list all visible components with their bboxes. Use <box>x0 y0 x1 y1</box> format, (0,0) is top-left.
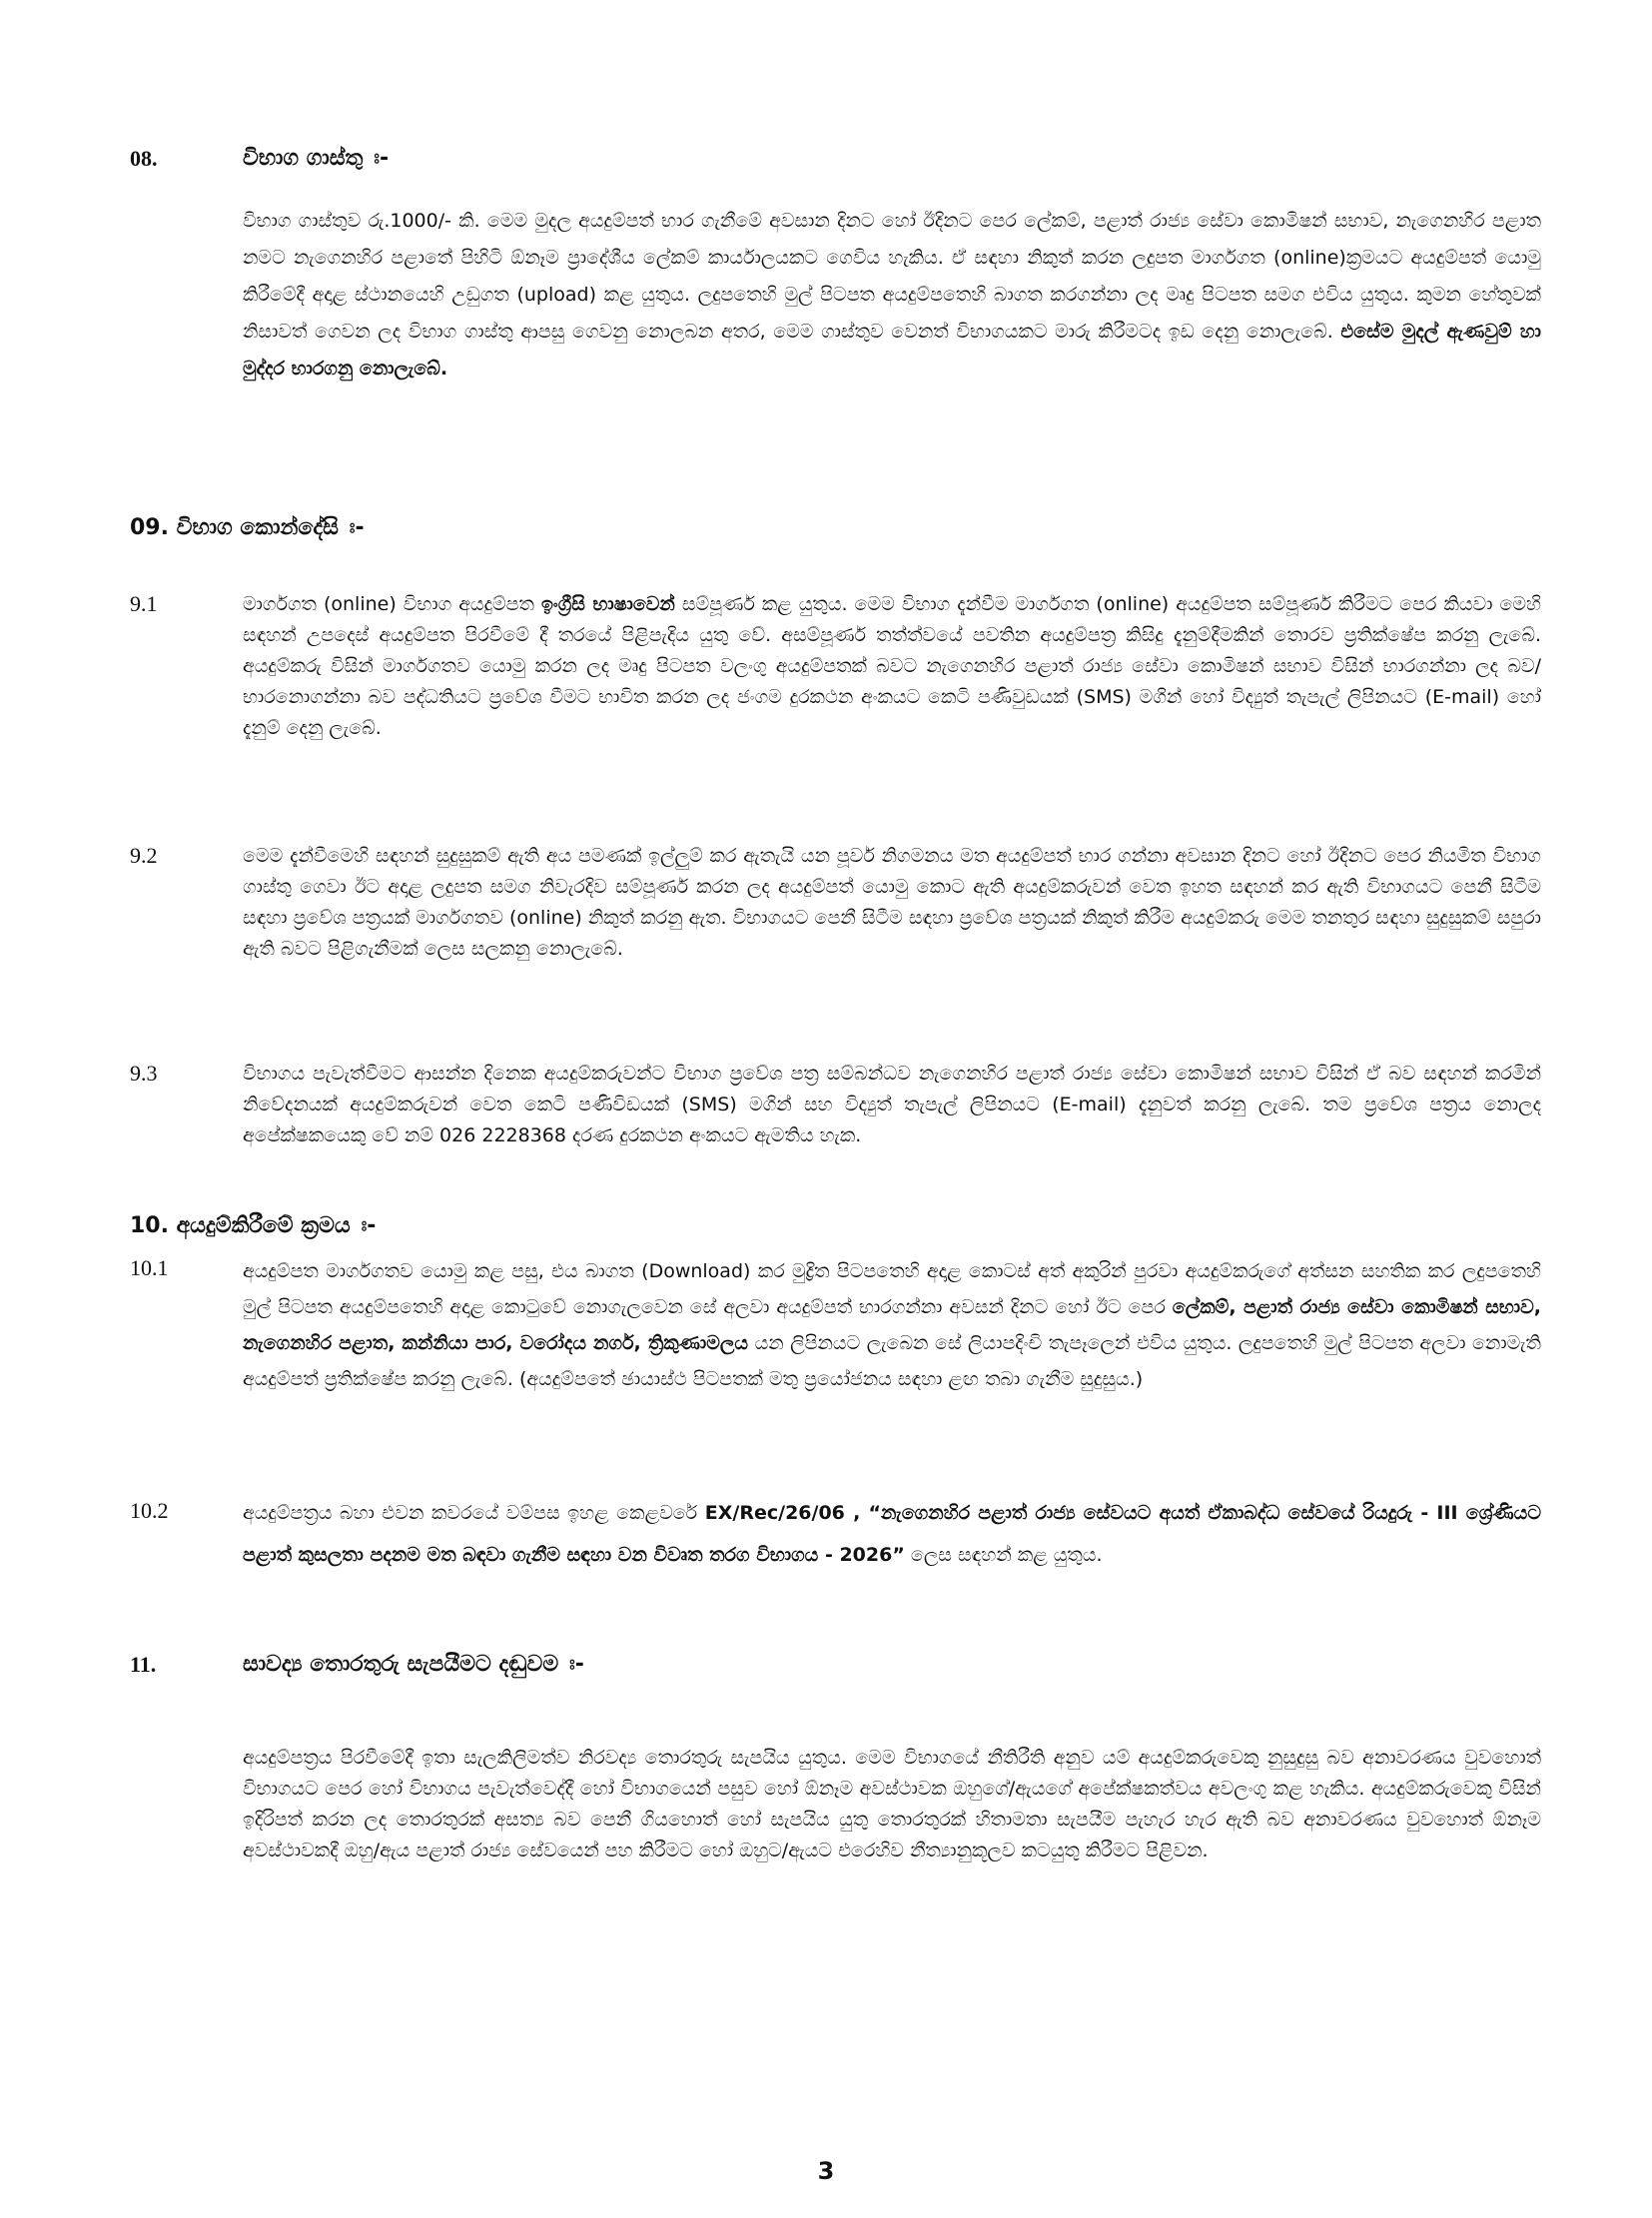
item-9-1-number: 9.1 <box>130 591 158 616</box>
item-10-1-text-b: යන ලිපිනයට ලැබෙන සේ ලියාපදිංචි තැපෑලෙන් එවිය යුතුය. ලදුපතෙහි මුල් පිටපත අලවා නොමැති අයදුම්පත් ප්‍රතික්ෂේප කරනු ලැබේ. (අයදුම්පතේ ඡායාස්ථ පිටපතක් මතු ප්‍රයෝජනය සඳහා ළඟ තබා ගැනීම සුදුසුය.) <box>243 1332 1541 1390</box>
item-10-2-body <box>243 1492 1541 1576</box>
section-08-body <box>243 203 1541 387</box>
item-10-1-body <box>243 1253 1541 1397</box>
item-10-1-text-a: අයදුම්පත මාර්ගගතව යොමු කළ පසු, එය බාගත (Download) කර මුද්‍රිත පිටපතෙහි අදාළ කොටස් අත් අකුරින් පුරවා අයදුම්කරුගේ අත්සන සහතික කර ලදුපතෙහි මුල් පිටපත අයදුම්පතෙහි අදාළ කොටුවේ නොගැලවෙන සේ අලවා අයදුම්පත් භාරගන්නා අවසන් දිනට හෝ ඊට පෙර <box>243 1260 1541 1318</box>
section-08-text-bold: එසේම මුදල් ඇණවුම් හා මුද්දර භාරගනු නොලැබේ. <box>243 321 1541 379</box>
section-09-title: 09. විභාග කොන්දේසි ඃ- <box>130 515 365 540</box>
item-10-1-text-bold: ලේකම්, පළාත් රාජ්‍ය සේවා කොමිෂන් සභාව, නැගෙනහිර පළාත, කන්නියා පාර, වරෝදය නගර්, ත්‍රිකුණාමලය <box>243 1296 1541 1354</box>
item-9-1-body <box>243 589 1541 744</box>
section-08-text: විභාග ගාස්තුව රු.1000/- කි. මෙම මුදල අයදුම්පත් භාර ගැනීමේ අවසාන දිනට හෝ ඊදිනට පෙර ලේකම්, පළාත් රාජ්‍ය සේවා කොමිෂන් සභාව, නැගෙනහිර පළාත නමට නැගෙනහිර පළාතේ පිහිටි ඕනෑම ප්‍රාදේශීය ලේකම් කාර්යාලයකට ගෙවිය හැකිය. ඒ සඳහා නිකුත් කරන ලදුපත මාර්ගගත (online)ක්‍රමයට අයදුම්පත් යොමු කිරීමේදී අදාළ ස්ථානයෙහි උඩුගත (upload) කළ යුතුය. ලදුපතෙහි මුල් පිටපත අයදුම්පතෙහි බාගත කරගන්නා ලද මෘදු පිටපත සමග එවිය යුතුය. කුමන හේතුවක් නිසාවත් ගෙවන ලද විභාග ගාස්තු ආපසු ගෙවනු නොලබන අතර, මෙම ගාස්තුව වෙනත් විභාගයකට මාරු කිරීමටද ඉඩ දෙනු නොලැබේ. <box>243 210 1541 343</box>
section-11-title: සාවද්‍ය තොරතුරු සැපයීමට දඬුවම ඃ- <box>243 1652 584 1677</box>
item-9-2-body: මෙම දැන්වීමෙහි සඳහන් සුදුසුකම් ඇති අය පමණක් ඉල්ලුම් කර ඇතැයි යන පූර්ව නිගමනය මත අයදුම්පත් භාර ගන්නා අවසාන දිනට හෝ ඊදිනට පෙර නියමිත විභාග ගාස්තු ගෙවා ඊට අදාළ ලදුපත සමග නිවැරදිව සම්පූර්ණ කරන ලද අයදුම්පත් යොමු කොට ඇති අයදුම්කරුවන් වෙත ඉහත සඳහන් කර ඇති විභාගයට පෙනී සිටීම සඳහා ප්‍රවේශ පත්‍රයක් මාර්ගගතව (online) නිකුත් කරනු ඇත. විභාගයට පෙනී සිටීම සඳහා ප්‍රවේශ පත්‍රයක් නිකුත් කිරීම අයදුම්කරු මෙම තනතුර සඳහා සුදුසුකම් සපුරා ඇති බවට පිළිගැනීමක් ලෙස සලකනු නොලැබේ. <box>243 845 1541 960</box>
item-9-3-number: 9.3 <box>130 1061 158 1086</box>
section-10-title: 10. අයදුම්කිරීමේ ක්‍රමය ඃ- <box>130 1213 377 1238</box>
item-10-2-number: 10.2 <box>130 1498 169 1523</box>
item-10-2-text-b: ලෙස සඳහන් කළ යුතුය. <box>910 1544 1103 1566</box>
item-9-3-body: විභාගය පැවැත්වීමට ආසන්න දිනෙක අයදුම්කරුවන්ට විභාග ප්‍රවේශ පත්‍ර සම්බන්ධව නැගෙනහිර පළාත් රාජ්‍ය සේවා කොමිෂන් සභාව විසින් ඒ බව සඳහන් කරමින් නිවේදනයක් අයදුම්කරුවන් වෙත කෙටි පණිවිඩයක් (SMS) මගින් සහ විද්‍යුත් තැපැල් ලිපිනයට (E-mail) දැනුවත් කරනු ලැබේ. තම ප්‍රවේශ පත්‍රය නොලද අපේක්ෂකයෙකු වේ නම් 026 2228368 දරණ දුරකථන අංකයට ඇමතිය හැක. <box>243 1063 1541 1146</box>
item-9-1-text-a: මාර්ගගත (online) විභාග අයදුම්පත <box>243 593 534 615</box>
section-08-number: 08. <box>130 146 158 171</box>
item-10-2-text-bold: EX/Rec/26/06 , “නැගෙනහිර පළාත් රාජ්‍ය සේවයට අයත් ඒකාබද්ධ සේවයේ රියදුරු - III ශ්‍රේණියට පළාත් කුසලතා පදනම මත බඳවා ගැනීම සඳහා වන විවෘත තරග විභාගය - 2026” <box>243 1502 1541 1566</box>
item-10-2-text-a: අයදුම්පත්‍රය බහා එවන කවරයේ වම්පස ඉහළ කෙළවරේ <box>243 1502 698 1524</box>
section-11-body: අයදුම්පත්‍රය පිරවීමේදී ඉතා සැලකිලිමත්ව නිරවද්‍ය තොරතුරු සැපයිය යුතුය. මෙම විභාගයේ නීතිරීති අනුව යම් අයදුම්කරුවෙකු නුසුදුසු බව අනාවරණය වුවහොත් විභාගයට පෙර හෝ විභාගය පැවැත්වෙද්දී හෝ විභාගයෙන් පසුව හෝ ඕනෑම අවස්ථාවක ඔහුගේ/ඇයගේ අපේක්ෂකත්වය අවලංගු කළ හැකිය. අයදුම්කරුවෙකු විසින් ඉදිරිපත් කරන ලද තොරතුරක් අසත්‍ය බව පෙනී ගියහොත් හෝ සැපයිය යුතු තොරතුරක් හිතාමතා සැපයීම පැහැර හැර ඇති බව අනාවරණය වුවහොත් ඕනෑම අවස්ථාවකදී ඔහු/ඇය පළාත් රාජ්‍ය සේවයෙන් පහ කිරීමට හෝ ඔහුට/ඇයට එරෙහිව නීත්‍යානුකූලව කටයුතු කිරීමට පිළිවන. <box>243 1747 1541 1861</box>
page-number: 3 <box>817 2157 835 2185</box>
item-9-1-text-b: සම්පූර්ණ කළ යුතුය. මෙම විභාග දැන්වීම මාර්ගගත (online) අයදුම්පත සම්පූර්ණ කිරීමට පෙර කියවා මෙහි සඳහන් උපදෙස් අයදුම්පත පිරවීමේ දී තරයේ පිළිපැදිය යුතු වේ. අසම්පූර්ණ තත්ත්වයේ පවතින අයදුම්පත්‍ර කිසිදු දැනුම්දීමකින් තොරව ප්‍රතික්ෂේප කරනු ලැබේ. අයදුම්කරු විසින් මාර්ගගතව යොමු කරන ලද මෘදු පිටපත වලංගු අයදුම්පතක් බවට නැගෙනහිර පළාත් රාජ්‍ය සේවා කොමිෂන් සභාව විසින් භාරගන්නා ලද බව/ භාරනොගන්නා බව පද්ධතියට ප්‍රවේශ වීමට භාවිත කරන ලද ජංගම දුරකථන අංකයට කෙටි පණිවුඩයක් (SMS) මගින් හෝ විද්‍යුත් තැපැල් ලිපිනයට (E-mail) හෝ දැනුම් දෙනු ලැබේ. <box>243 593 1541 739</box>
item-9-1-text-bold: ඉංග්‍රීසි භාෂාවෙන් <box>540 593 675 615</box>
item-9-2-number: 9.2 <box>130 843 158 868</box>
item-10-1-number: 10.1 <box>130 1255 169 1280</box>
section-08-title: විභාග ගාස්තු ඃ- <box>243 146 390 171</box>
section-11-number: 11. <box>130 1652 157 1677</box>
